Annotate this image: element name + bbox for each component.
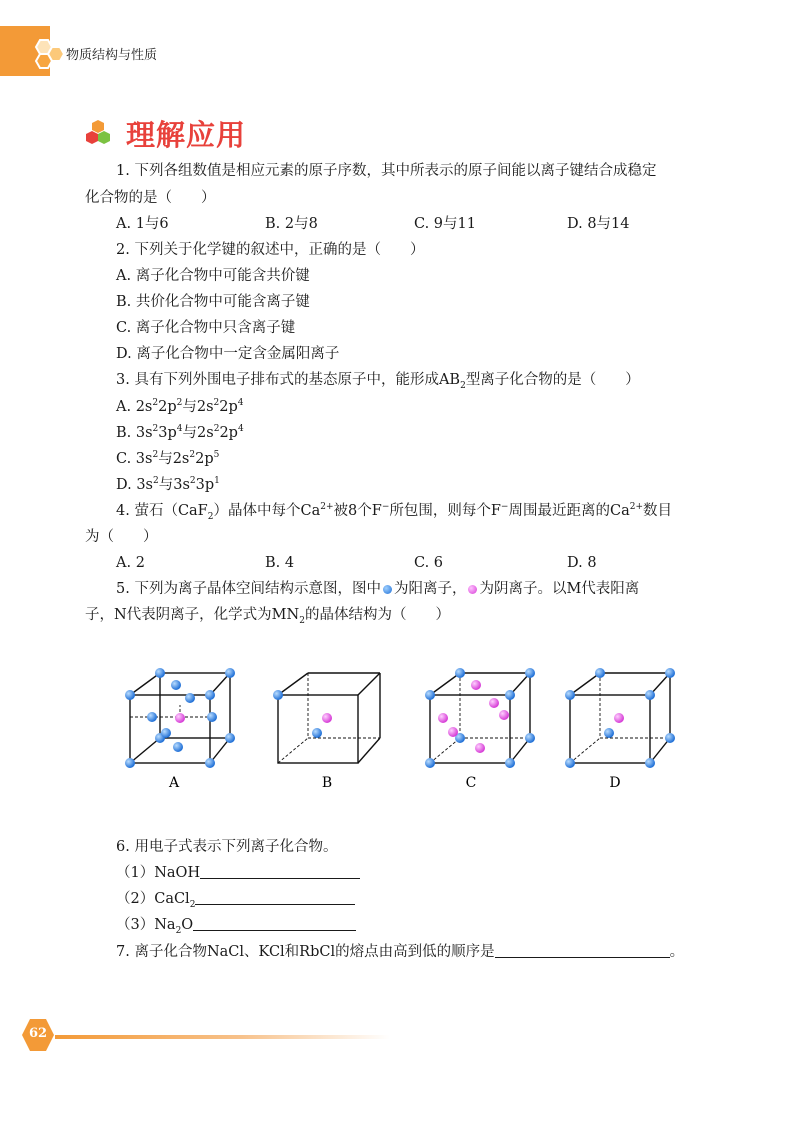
q2-stem: 2. 下列关于化学键的叙述中，正确的是（ ） <box>116 242 425 258</box>
q4-line1: 4. 萤石（CaF$_2$）晶体中每个$Ca^{2+}$被8个F−所包围，则每个F−周围最近距离的$Ca^{2+}$数目 <box>116 502 672 522</box>
q7-stem: 7. 离子化合物NaCl、KCl和RbCl的熔点由高到低的顺序是 。 <box>116 944 685 960</box>
q1-option-a: A. 1与6 <box>116 216 169 232</box>
q4-option-d: D. 8 <box>567 555 597 571</box>
q5-line1: 5. 下列为离子晶体空间结构示意图，图中 为阳离子， 为阴离子。以M代表阳离 <box>116 581 640 597</box>
q4-option-c: C. 6 <box>414 555 444 571</box>
cube-d <box>565 668 675 768</box>
q1-line2: 化合物的是（ ） <box>85 190 216 206</box>
answer-blank[interactable] <box>200 864 360 879</box>
q2-option-b: B. 共价化合物中可能含离子键 <box>116 294 310 310</box>
figure-label-c: C <box>465 775 477 791</box>
anion-dot-icon <box>468 585 477 594</box>
q1-option-c: C. 9与11 <box>414 216 476 232</box>
q6-item2: （2）CaCl$_2$ <box>116 890 355 908</box>
q4-option-a: A. 2 <box>116 555 145 571</box>
q3-option-a: A. $2s^22p^2$与$2s^22p^4$ <box>116 398 244 415</box>
crystal-structures-figure <box>118 665 688 795</box>
answer-blank[interactable] <box>195 890 355 905</box>
q3-option-c: C. $3s^2$与$2s^22p^5$ <box>116 450 220 467</box>
q6-stem: 6. 用电子式表示下列离子化合物。 <box>116 839 338 855</box>
q3-option-d: D. $3s^2$与$3s^23p^1$ <box>116 476 220 493</box>
hexagon-logo-icon <box>30 38 70 74</box>
figure-label-a: A <box>168 775 180 791</box>
q2-option-c: C. 离子化合物中只含离子键 <box>116 320 296 336</box>
q5-line2: 子，N代表阴离子，化学式为$MN_2$的晶体结构为（ ） <box>85 607 450 626</box>
q4-line2: 为（ ） <box>85 529 158 545</box>
cube-c <box>425 668 535 768</box>
cation-dot-icon <box>383 585 392 594</box>
q1-line1: 1. 下列各组数值是相应元素的原子序数，其中所表示的原子间能以离子键结合成稳定 <box>116 163 657 179</box>
q6-item1: （1）NaOH <box>116 864 360 882</box>
q3-stem: 3. 具有下列外围电子排布式的基态原子中，能形成$AB_2$型离子化合物的是（ ） <box>116 372 640 391</box>
section-hexagon-icon <box>85 119 111 145</box>
page-number: 62 <box>28 1026 48 1041</box>
footer-bar <box>55 1035 390 1039</box>
answer-blank[interactable] <box>193 916 356 931</box>
chapter-title: 物质结构与性质 <box>66 48 158 63</box>
q3-option-b: B. $3s^23p^4$与$2s^22p^4$ <box>116 424 244 441</box>
q2-option-a: A. 离子化合物中可能含共价键 <box>116 268 310 284</box>
q2-option-d: D. 离子化合物中一定含金属阳离子 <box>116 346 340 362</box>
cube-b <box>273 673 380 763</box>
q6-item3: $(3)Na_2O$ <box>116 916 356 934</box>
q1-option-d: D. 8与14 <box>567 216 630 232</box>
section-title: 理解应用 <box>126 118 247 152</box>
q4-option-b: B. 4 <box>265 555 295 571</box>
figure-label-b: B <box>321 775 333 791</box>
figure-label-d: D <box>609 775 621 791</box>
answer-blank[interactable] <box>495 943 670 958</box>
q1-option-b: B. 2与8 <box>265 216 318 232</box>
cube-a <box>125 668 235 768</box>
